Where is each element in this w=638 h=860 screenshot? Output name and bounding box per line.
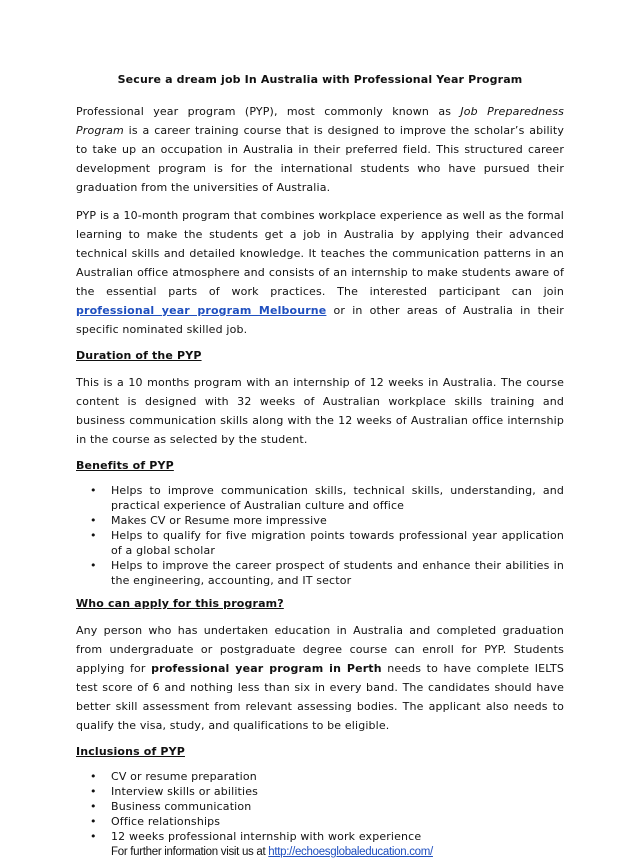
intro-text: Professional year program (PYP), most commonly known as [76,105,461,118]
list-item-text: Interview skills or abilities [111,785,259,798]
list-item [90,558,564,588]
list-item-text: Business communication [111,800,252,813]
list-item-text: Office relationships [111,815,221,828]
apply-paragraph [76,621,564,735]
melbourne-program-link[interactable]: professional year program Melbourne [76,304,327,317]
footer-text: For further information visit us at [111,846,269,858]
intro-paragraph-2 [76,206,564,339]
list-item [90,513,564,528]
footer-note [76,844,564,860]
website-link[interactable]: http://echoesglobaleducation.com/ [268,846,433,858]
intro-paragraph-1 [76,102,564,197]
page-title: Secure a dream job In Australia with Professional Year Program [117,73,523,86]
list-item [90,814,564,829]
list-item [90,769,564,784]
list-item-text: Helps to improve the career prospect of students and enhance their abilities in the engineering, accounting, and IT sector [111,559,564,587]
list-item [90,483,564,513]
inclusions-list [76,769,564,844]
bullet-icon: • [90,770,97,783]
bullet-icon: • [90,800,97,813]
benefits-heading: Benefits of PYP [76,459,174,472]
list-item-text: Makes CV or Resume more impressive [111,514,327,527]
bullet-icon: • [90,514,97,527]
list-item-text: Helps to improve communication skills, technical skills, understanding, and practical experience of Australian culture and office [111,484,564,512]
inclusions-heading: Inclusions of PYP [76,745,185,758]
list-item-text: CV or resume preparation [111,770,257,783]
apply-text: needs to have complete IELTS test score of 6 and nothing less than six in every band. The candidates should have better skill assessment from relevant assessing bodies. The applicant also needs to qualify the visa, study, and qualifications to be eligible. [76,662,564,732]
intro-text: or in other areas of Australia in their specific nominated skilled job. [76,304,564,336]
intro-text: is a career training course that is designed to improve the scholar’s ability to take up an occupation in Australia in their preferred field. This structured career development program is for the international students who have pursued their graduation from the universities of Australia. [76,124,564,194]
list-item [90,799,564,814]
apply-text: Any person who has undertaken education in Australia and completed graduation from undergraduate or postgraduate degree course can enroll for PYP. Students applying for [76,624,564,675]
bullet-icon: • [90,785,97,798]
intro-text: PYP is a 10-month program that combines workplace experience as well as the formal learning to make the students get a job in Australia by applying their advanced technical skills and detailed knowledge. It teaches the communication patterns in an Australian office atmosphere and consists of an internship to make students aware of the essential parts of work practices. The interested participant can join [76,209,564,298]
duration-heading: Duration of the PYP [76,349,202,362]
benefits-list [76,483,564,588]
list-item [90,829,564,844]
list-item [90,528,564,558]
perth-program-text: professional year program in Perth [151,662,382,675]
bullet-icon: • [90,484,97,497]
list-item-text: 12 weeks professional internship with work experience [111,830,422,843]
intro-italic-text: Job Preparedness Program [76,105,564,137]
list-item-text: Helps to qualify for five migration points towards professional year application of a global scholar [111,529,564,557]
bullet-icon: • [90,559,97,572]
bullet-icon: • [90,529,97,542]
bullet-icon: • [90,830,97,843]
list-item [90,784,564,799]
duration-paragraph: This is a 10 months program with an internship of 12 weeks in Australia. The course content is designed with 32 weeks of Australian workplace skills training and business communication skills along with the 12 weeks of Australian office internship in the course as selected by the student. [76,376,564,446]
bullet-icon: • [90,815,97,828]
apply-heading: Who can apply for this program? [76,597,284,610]
